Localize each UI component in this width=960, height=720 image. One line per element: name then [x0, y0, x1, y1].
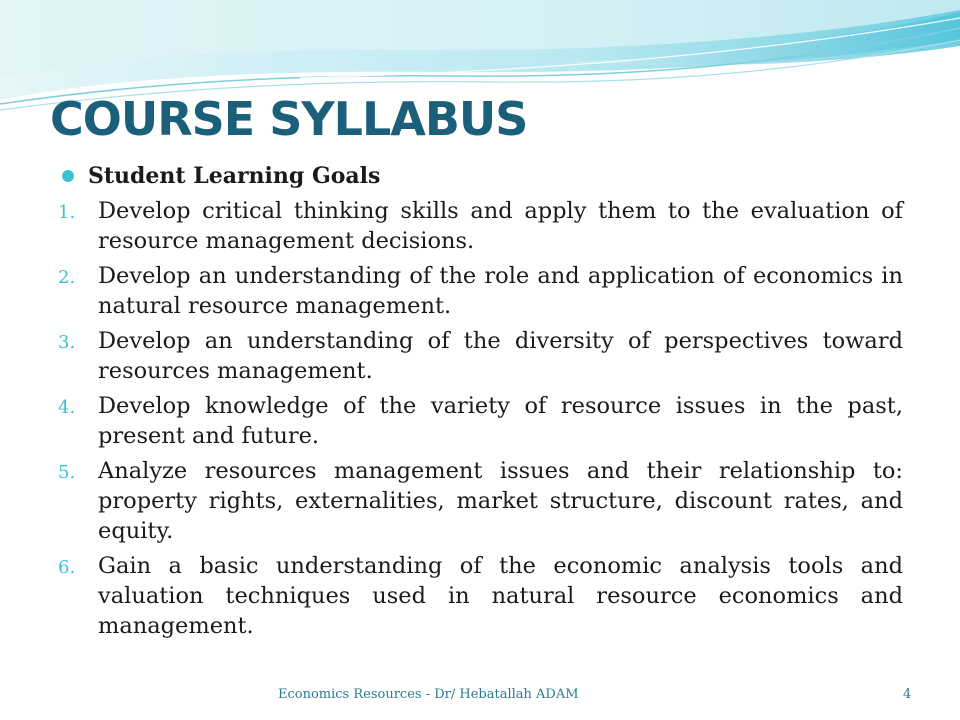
- goal-number: 5.: [58, 462, 76, 483]
- goal-text: Gain a basic understanding of the economic analysis tools and valuation techniques used in natural resource economics and management.: [98, 553, 903, 639]
- goal-item: [58, 196, 903, 256]
- bullet-dot-icon: [62, 170, 74, 182]
- page-number: 4: [903, 687, 912, 702]
- goal-item: [58, 326, 903, 386]
- footer-text: Economics Resources - Dr/ Hebatallah ADAM: [278, 687, 579, 702]
- goal-number: 1.: [58, 202, 76, 223]
- goal-item: [58, 456, 903, 546]
- goal-number: 3.: [58, 332, 76, 353]
- goal-number: 4.: [58, 397, 76, 418]
- goal-text: Develop an understanding of the role and application of economics in natural resource management.: [98, 263, 903, 319]
- subheading-row: [58, 158, 903, 194]
- goal-item: [58, 391, 903, 451]
- goal-number: 6.: [58, 557, 76, 578]
- slide-footer: [0, 685, 960, 709]
- goal-text: Develop knowledge of the variety of resource issues in the past, present and future.: [98, 393, 903, 449]
- learning-goals-list: [58, 196, 903, 641]
- goal-item: [58, 551, 903, 641]
- goal-text: Develop critical thinking skills and apply them to the evaluation of resource management decisions.: [98, 198, 903, 254]
- subheading: Student Learning Goals: [88, 163, 381, 189]
- goal-text: Analyze resources management issues and their relationship to: property rights, externalities, market structure, discount rates, and equity.: [98, 458, 903, 544]
- slide-title: COURSE SYLLABUS: [50, 92, 528, 146]
- goal-item: [58, 261, 903, 321]
- slide-content: [58, 158, 903, 646]
- goal-number: 2.: [58, 267, 76, 288]
- goal-text: Develop an understanding of the diversity of perspectives toward resources management.: [98, 328, 903, 384]
